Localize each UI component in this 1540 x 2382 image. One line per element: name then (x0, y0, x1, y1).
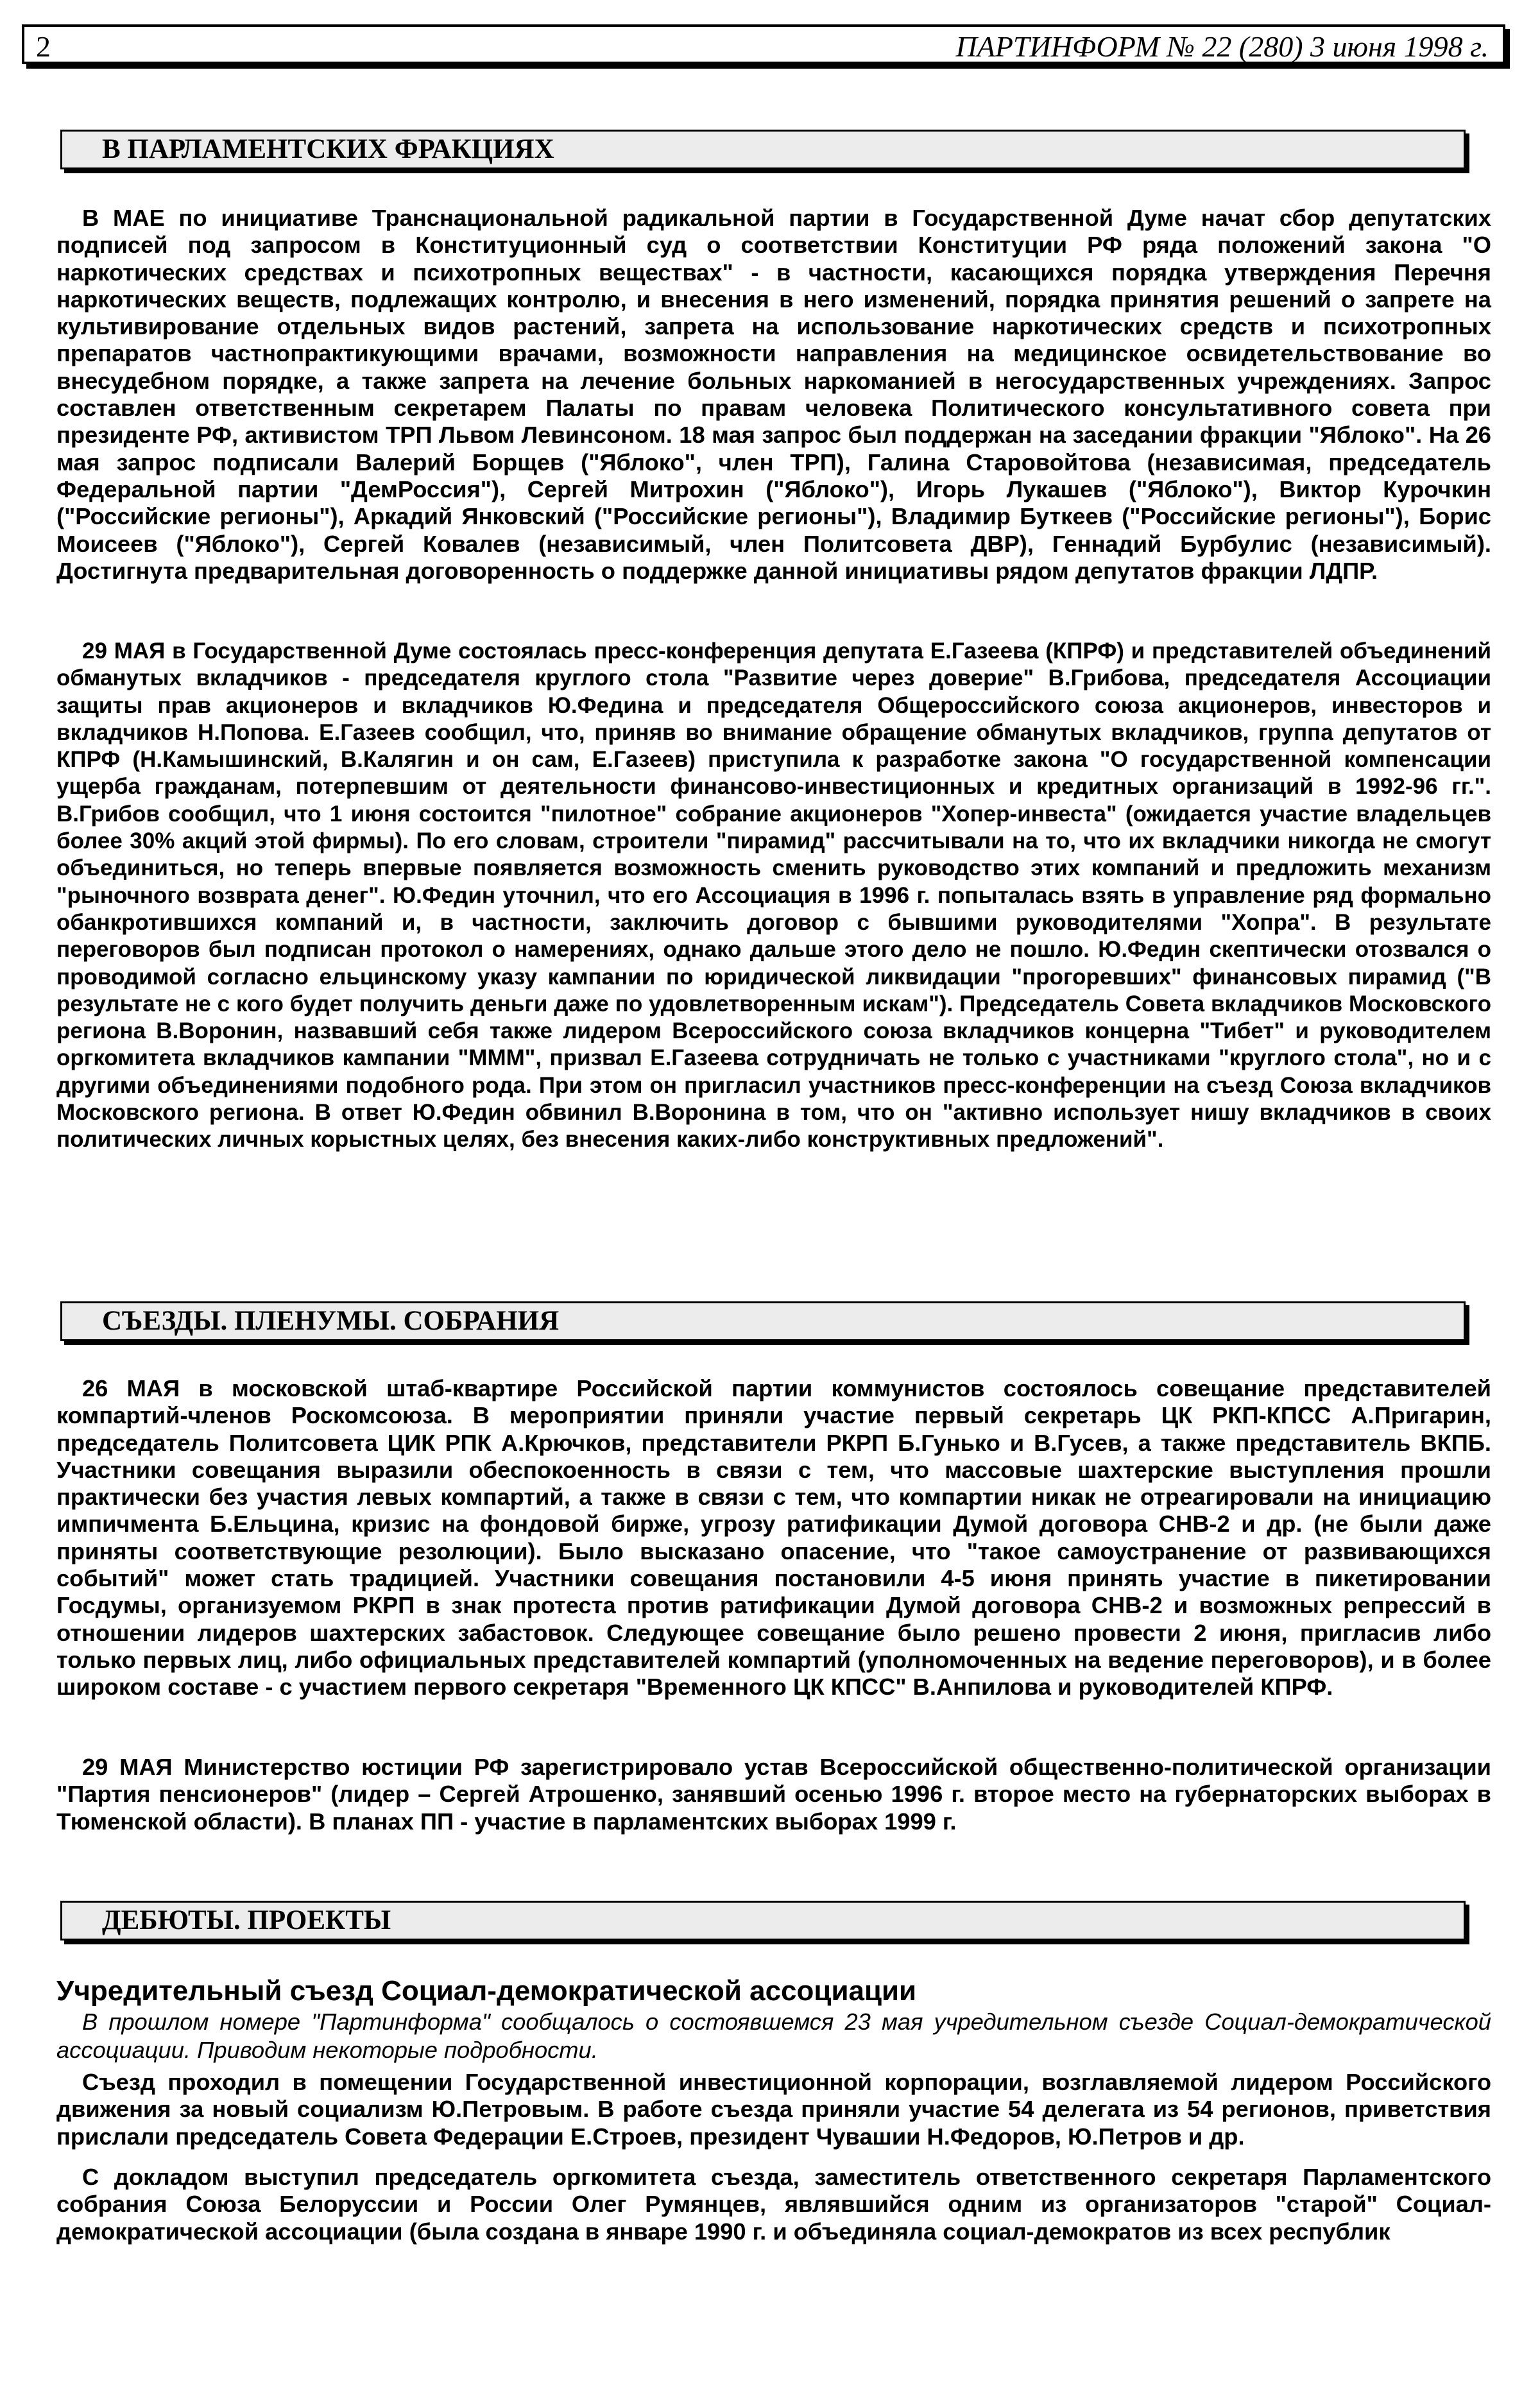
article-congress-venue: Съезд проходил в помещении Государственной инвестиционной корпорации, возглавляемой лидером Российского движения за новый социализм Ю.Петровым. В работе съезда приняли участие 54 делегата из 54 регионов, приветствия прислали председатель Совета Федерации Е.Строев, президент Чувашии Н.Федоров, Ю.Петров и др. (56, 2069, 1491, 2150)
section-title-debuts: ДЕБЮТЫ. ПРОЕКТЫ (60, 1901, 1466, 1941)
article-roskomsoyuz-meeting: 26 МАЯ в московской штаб-квартире Российской партии коммунистов состоялось совещание представителей компартий-членов Роскомсоюза. В мероприятии приняли участие первый секретарь ЦК РКП-КПСС А.Пригарин, председатель Политсовета ЦИК РПК А.Крючков, представители РКРП Б.Гунько и В.Гусев, а также представитель ВКПБ. Участники совещания выразили обеспокоенность в связи с тем, что массовые шахтерские выступления прошли практически без участия левых компартий, а также в связи с тем, что компартии никак не отреагировали на инициацию импичмента Б.Ельцина, кризис на фондовой бирже, угрозу ратификации Думой договора СНВ-2 и др. (не были даже приняты соответствующие резолюции). Было высказано опасение, что "такое самоустранение от развивающихся событий" может стать традицией. Участники совещания постановили 4-5 июня принять участие в пикетировании Госдумы, организуемом РКРП в знак протеста против ратификации Думой договора СНВ-2 и возможных репрессий в отношении лидеров шахтерских забастовок. Следующее совещание было решено провести 2 июня, пригласив либо только первых лиц, либо официальных представителей компартий (уполномоченных на ведение переговоров), и в более широком составе - с участием первого секретаря "Временного ЦК КПСС" В.Анпилова и руководителей КПРФ. (56, 1375, 1491, 1701)
page-number: 2 (36, 30, 51, 63)
article-headline: Учредительный съезд Социал-демократической ассоциации (56, 1975, 917, 2007)
section-title-congresses: СЪЕЗДЫ. ПЛЕНУМЫ. СОБРАНИЯ (60, 1301, 1466, 1341)
section-title-parliament: В ПАРЛАМЕНТСКИХ ФРАКЦИЯХ (60, 130, 1466, 169)
article-mae-narcotics: В МАЕ по инициативе Транснациональной радикальной партии в Государственной Думе начат сбор депутатских подписей под запросом в Конституционный суд о соответствии Конституции РФ ряда положений закона "О наркотических средствах и психотропных веществах" - в частности, касающихся порядка утверждения Перечня наркотических веществ, подлежащих контролю, и внесения в него изменений, порядка принятия решений о запрете на культивирование отдельных видов растений, запрета на использование наркотических средств и психотропных препаратов частнопрактикующими врачами, возможности направления на медицинское освидетельствование во внесудебном порядке, а также запрета на лечение больных наркоманией в негосударственных учреждениях. Запрос составлен ответственным секретарем Палаты по правам человека Политического консультативного совета при президенте РФ, активистом ТРП Львом Левинсоном. 18 мая запрос был поддержан на заседании фракции "Яблоко". На 26 мая запрос подписали Валерий Борщев ("Яблоко", член ТРП), Галина Старовойтова (независимая, председатель Федеральной партии "ДемРоссия"), Сергей Митрохин ("Яблоко"), Игорь Лукашев ("Яблоко"), Виктор Курочкин ("Российские регионы"), Аркадий Янковский ("Российские регионы"), Владимир Буткеев ("Российские регионы"), Борис Моисеев ("Яблоко"), Сергей Ковалев (независимый, член Политсовета ДВР), Геннадий Бурбулис (независимый). Достигнута предварительная договоренность о поддержке данной инициативы рядом депутатов фракции ЛДПР. (56, 205, 1491, 584)
article-press-conference: 29 МАЯ в Государственной Думе состоялась пресс-конференция депутата Е.Газеева (КПРФ) и представителей объединений обманутых вкладчиков - председателя круглого стола "Развитие через доверие" В.Грибова, председателя Ассоциации защиты прав акционеров и вкладчиков Ю.Федина и председателя Общероссийского союза акционеров, инвесторов и вкладчиков Н.Попова. Е.Газеев сообщил, что, приняв во внимание обращение обманутых вкладчиков, группа депутатов от КПРФ (Н.Камышинский, В.Калягин и он сам, Е.Газеев) приступила к разработке закона "О государственной компенсации ущерба гражданам, потерпевшим от деятельности финансово-инвестиционных и кредитных организаций в 1992-96 гг.". В.Грибов сообщил, что 1 июня состоится "пилотное" собрание акционеров "Хопер-инвеста" (ожидается участие владельцев более 30% акций этой фирмы). По его словам, строители "пирамид" рассчитывали на то, что их вкладчики никогда не смогут объединиться, но теперь впервые появляется возможность сменить руководство этих компаний и предложить механизм "рыночного возврата денег". Ю.Федин уточнил, что его Ассоциация в 1996 г. попыталась взять в управление ряд формально обанкротившихся компаний и, в частности, заключить договор с бывшими руководителями "Хопра". В результате переговоров был подписан протокол о намерениях, однако дальше этого дело не пошло. Ю.Федин скептически отозвался о проводимой согласно ельцинскому указу кампании по юридической ликвидации "прогоревших" финансовых пирамид ("В результате не с кого будет получить деньги даже по удовлетворенным искам"). Председатель Совета вкладчиков Московского региона В.Воронин, назвавший себя также лидером Всероссийского союза вкладчиков концерна "Тибет" и руководителем оргкомитета вкладчиков кампании "МММ", призвал Е.Газеева сотрудничать не только с участниками "круглого стола", но и с другими объединениями подобного рода. При этом он пригласил участников пресс-конференции на съезд Союза вкладчиков Московского региона. В ответ Ю.Федин обвинил В.Воронина в том, что он "активно использует нишу вкладчиков в своих политических личных корыстных целях, без внесения каких-либо конструктивных предложений". (56, 638, 1491, 1152)
page-header (22, 24, 1505, 64)
article-congress-report: С докладом выступил председатель оргкомитета съезда, заместитель ответственного секретаря Парламентского собрания Союза Белоруссии и России Олег Румянцев, являвшийся одним из организаторов "старой" Социал-демократической ассоциации (была создана в январе 1990 г. и объединяла социал-демократов из всех республик (56, 2164, 1491, 2245)
issue-title: ПАРТИНФОРМ № 22 (280) 3 июня 1998 г. (955, 30, 1489, 63)
article-lead: В прошлом номере "Партинформа" сообщалось о состоявшемся 23 мая учредительном съезде Социал-демократической ассоциации. Приводим некоторые подробности. (56, 2009, 1491, 2063)
article-pensioners-party: 29 МАЯ Министерство юстиции РФ зарегистрировало устав Всероссийской общественно-политической организации "Партия пенсионеров" (лидер – Сергей Атрошенко, занявший осенью 1996 г. второе место на губернаторских выборах в Тюменской области). В планах ПП - участие в парламентских выборах 1999 г. (56, 1754, 1491, 1835)
